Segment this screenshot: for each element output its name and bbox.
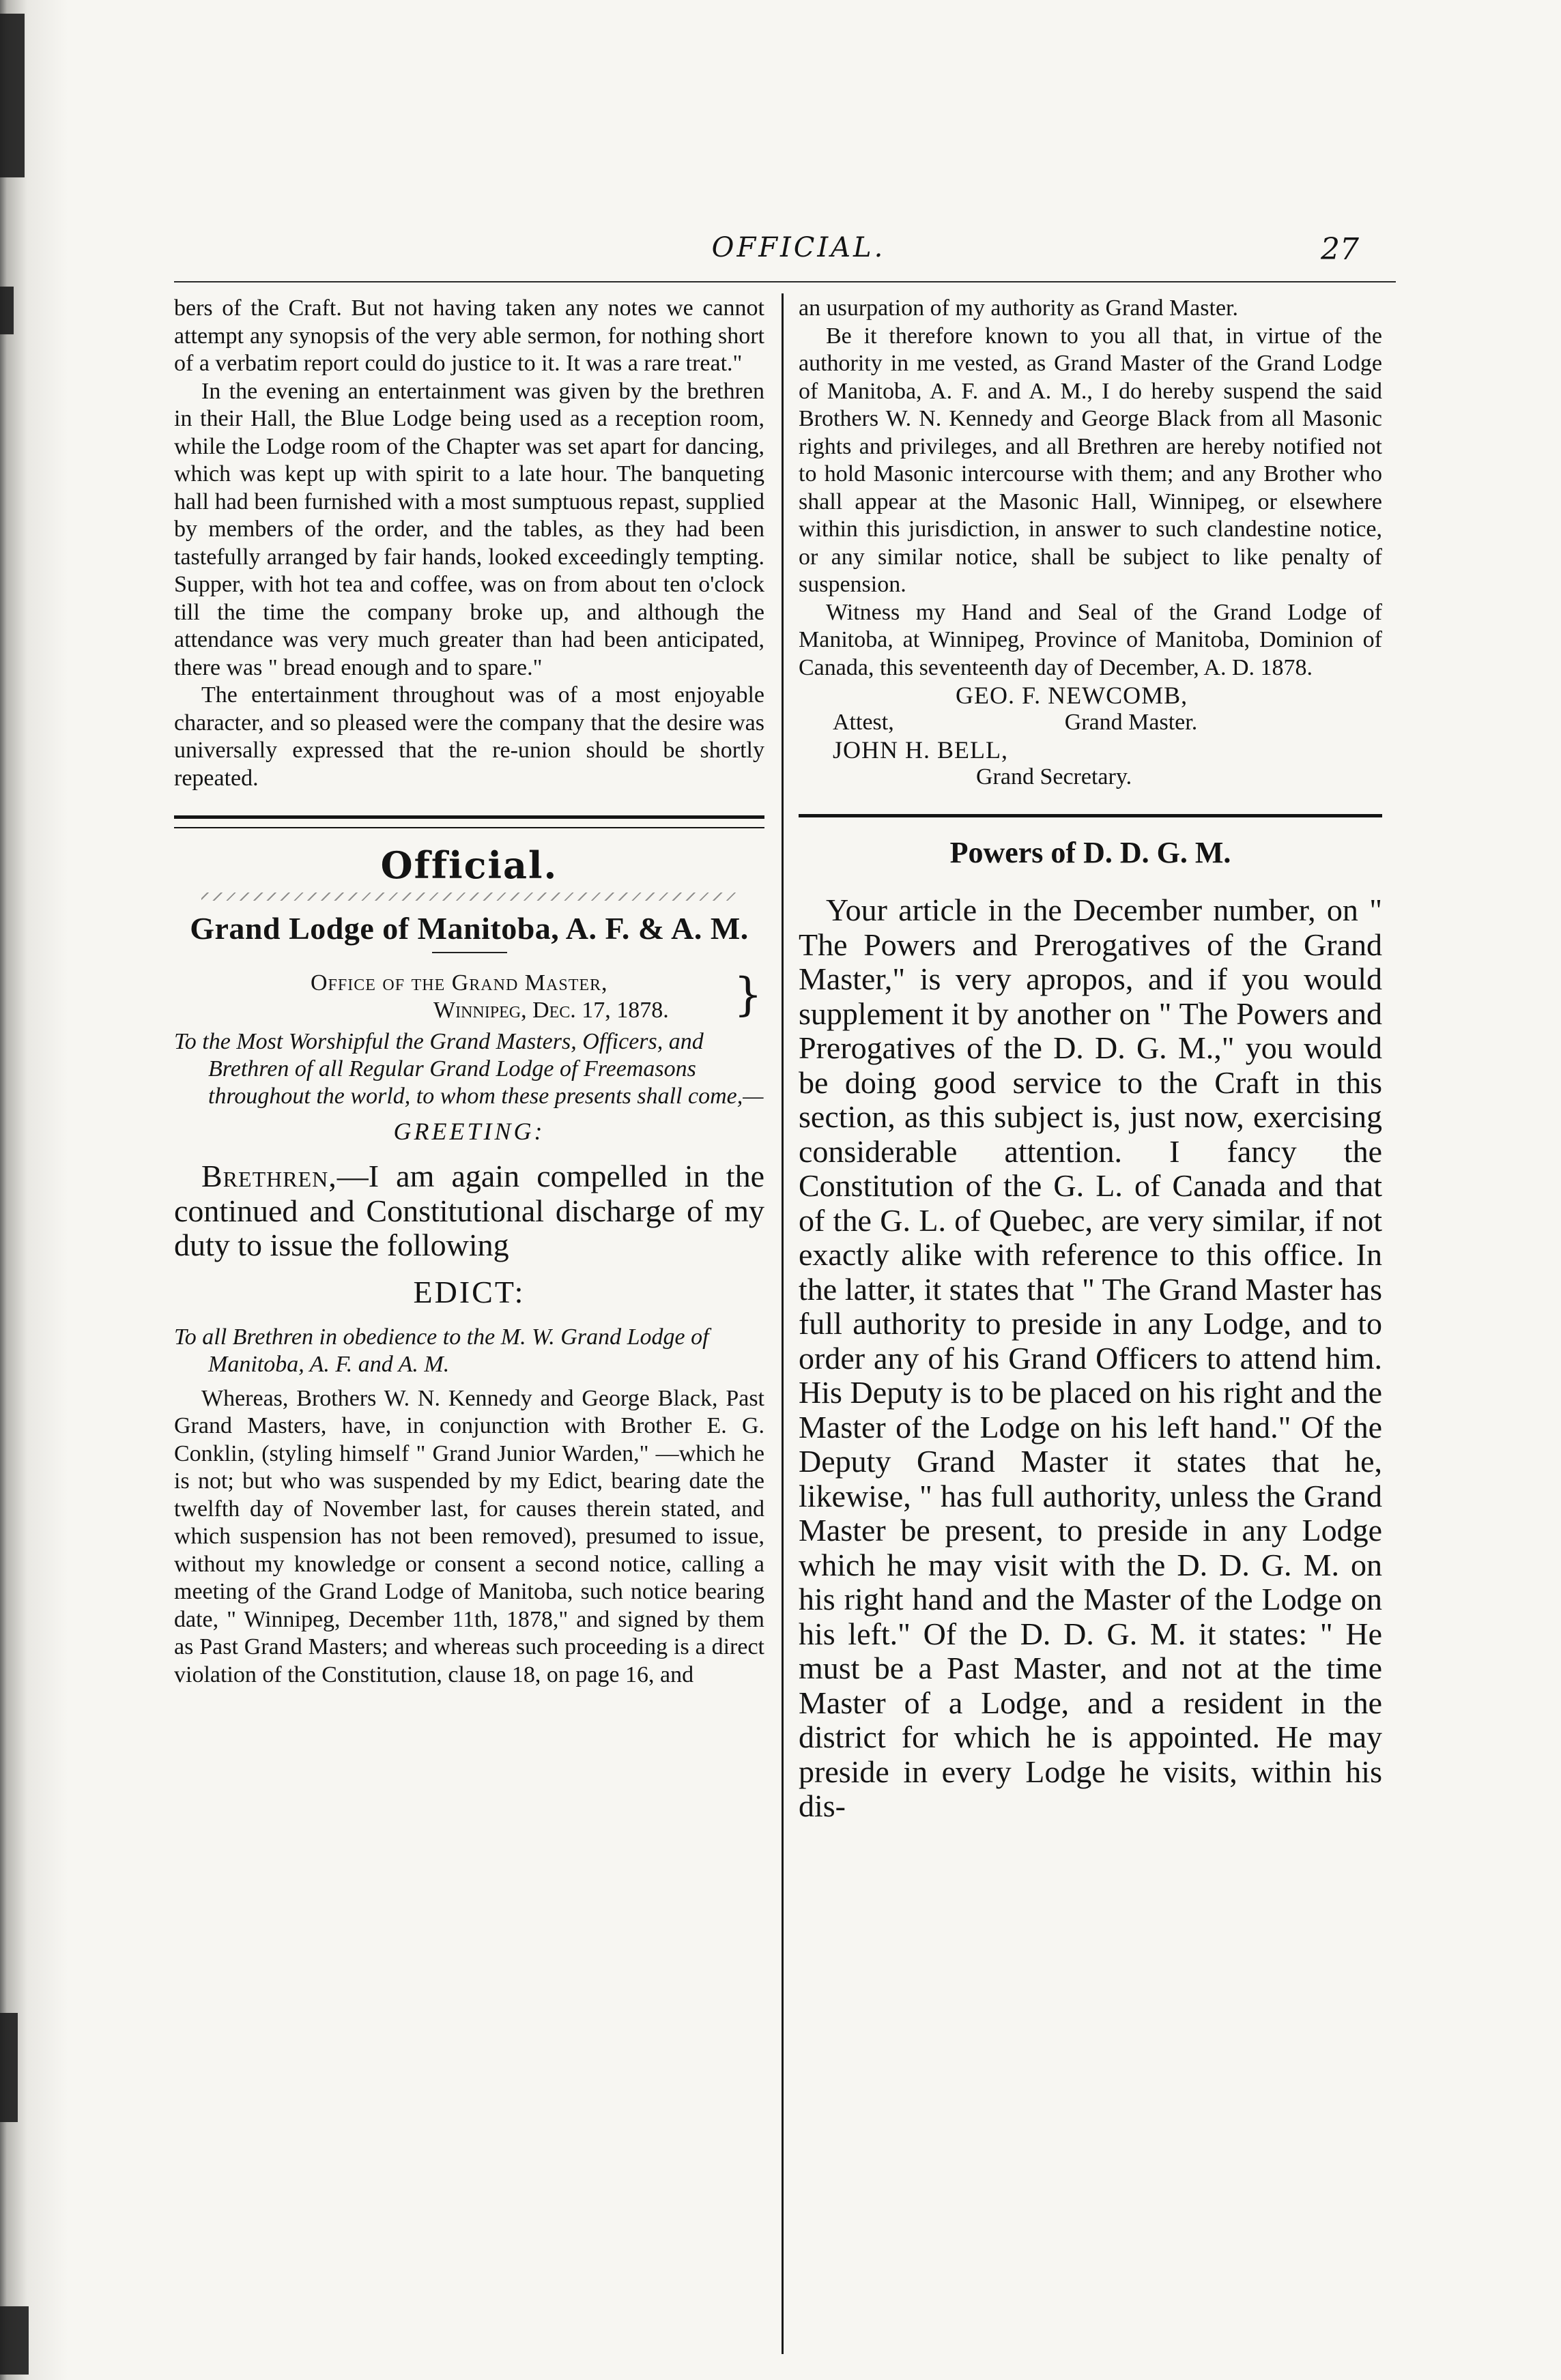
dateline: Winnipeg, Dec. 17, 1878. [433, 998, 669, 1023]
edict-body: Whereas, Brothers W. N. Kennedy and George Black, Past Grand Masters, have, in conjunction with Brother E. G. Conklin, (styling himself " Grand Junior Warden," —which he is not; but who was suspended by my Edict, bearing date the twelfth day of November last, for causes therein stated, and which suspension has not been removed), presumed to issue, without my knowledge or consent a second notice, calling a meeting of the Grand Lodge of Manitoba, such notice bearing date, " Winnipeg, December 11th, 1878," and signed by them as Past Grand Masters; and whereas such proceeding is a direct violation of the Constitution, clause 18, on page 16, and [174, 1385, 764, 1687]
section-rule [174, 815, 764, 828]
right-column [799, 295, 1382, 1824]
article-paragraph: The entertainment throughout was of a most enjoyable character, and so pleased were the company that the desire was universally expressed that the re-union should be shortly repeated. [174, 682, 764, 791]
brethren-text: —I am again compelled in the continued and Constitutional discharge of my duty to issue the following [174, 1159, 764, 1262]
article-body: Your article in the December number, on " The Powers and Prerogatives of the Grand Master," is very apropos, and if you would supplement it by another on " The Powers and Prerogatives of the D. D. G. M.," you would be doing good service to the Craft in this section, as this subject is, just now, exercising considerable attention. I fancy the Constitution of the G. L. of Canada and that of the G. L. of Quebec, are very similar, if not exactly alike with reference to this office. In the latter, it states that " The Grand Master has full authority to preside in any Lodge, and to order any of his Grand Officers to attend him. His Deputy is to be placed on his right and the Master of the Lodge on his left hand." Of the Deputy Grand Master it states that he, likewise, " has full authority, unless the Grand Master be present, to preside in any Lodge which he may visit with the D. D. G. M. on his right hand and the Master of the Lodge on his left." Of the D. D. G. M. it states: " He must be a Past Master, and not at the time Master of a Lodge, and a resident in the district for which he is appointed. He may preside in every Lodge he visits, within his dis- [799, 893, 1382, 1823]
left-column [174, 295, 764, 1689]
headline: Grand Lodge of Manitoba, A. F. & A. M. [190, 911, 749, 946]
edict-suspension: Be it therefore known to you all that, in virtue of the authority in me vested, as Grand Master of the Grand Lodge of Manitoba, A. F. and A. M., I do hereby suspend the said Brothers W. N. Kennedy and George Black from all Masonic rights and privileges, and all Brethren are hereby notified not to hold Masonic intercourse with them; and any Brother who shall appear at the Masonic Hall, Winnipeg, or elsewhere within this jurisdiction, in answer to such clandestine notice, or any similar notice, shall be subject to like penalty of suspension. [799, 323, 1382, 597]
brace-glyph: } [734, 968, 762, 1021]
binding-mark [0, 287, 14, 334]
ornamental-rule [201, 893, 737, 901]
header-rule [174, 281, 1396, 282]
column-divider [782, 293, 784, 2354]
signature-name: GEO. F. NEWCOMB, [956, 682, 1188, 709]
section-title: Official. [380, 843, 558, 887]
secretary-role: Grand Secretary. [976, 764, 1132, 789]
greeting: GREETING: [393, 1118, 545, 1145]
edict-continued: an usurpation of my authority as Grand Master. [799, 295, 1238, 321]
secretary-name: JOHN H. BELL, [833, 736, 1008, 764]
address-to: To the Most Worshipful the Grand Masters, Officers, and Brethren of all Regular Grand Lodge of Freemasons throughout the world, to whom these presents shall come,— [174, 1029, 764, 1109]
section-rule [799, 814, 1382, 817]
office-line: Office of the Grand Master, [311, 970, 608, 996]
article-title: Powers of D. D. G. M. [949, 836, 1231, 869]
signature-role: Grand Master. [1064, 710, 1198, 735]
attest-label: Attest, [833, 710, 894, 735]
binding-mark [0, 2306, 29, 2375]
attest-line [799, 709, 1382, 736]
salutation: Brethren, [201, 1159, 337, 1193]
running-title: OFFICIAL. [711, 232, 886, 263]
binding-mark [0, 2013, 18, 2122]
edict-address: To all Brethren in obedience to the M. W. Grand Lodge of Manitoba, A. F. and A. M. [174, 1324, 709, 1377]
brethren-paragraph [174, 1159, 764, 1263]
edict-heading: EDICT: [413, 1274, 526, 1309]
office-dateline [174, 970, 764, 1024]
binding-mark [0, 14, 25, 177]
article-paragraph: bers of the Craft. But not having taken any notes we cannot attempt any synopsis of the very able sermon, for nothing short of a verbatim report could do justice to it. It was a rare treat." [174, 295, 764, 376]
page-number: 27 [1321, 232, 1359, 267]
article-paragraph: In the evening an entertainment was given by the brethren in their Hall, the Blue Lodge being used as a reception room, while the Lodge room of the Chapter was set apart for dancing, which was kept up with spirit to a late hour. The banqueting hall had been furnished with a most sumptuous repast, supplied by members of the order, and the tables, as they had been tastefully arranged by fair hands, looked exceedingly tempting. Supper, with hot tea and coffee, was on from about ten o'clock till the time the company broke up, and although the attendance was very much greater than had been anticipated, there was " bread enough and to spare." [174, 378, 764, 680]
short-rule [432, 952, 507, 953]
witness-paragraph: Witness my Hand and Seal of the Grand Lodge of Manitoba, at Winnipeg, Province of Manitoba, Dominion of Canada, this seventeenth day of December, A. D. 1878. [799, 599, 1382, 680]
binding-edge [0, 0, 102, 2380]
